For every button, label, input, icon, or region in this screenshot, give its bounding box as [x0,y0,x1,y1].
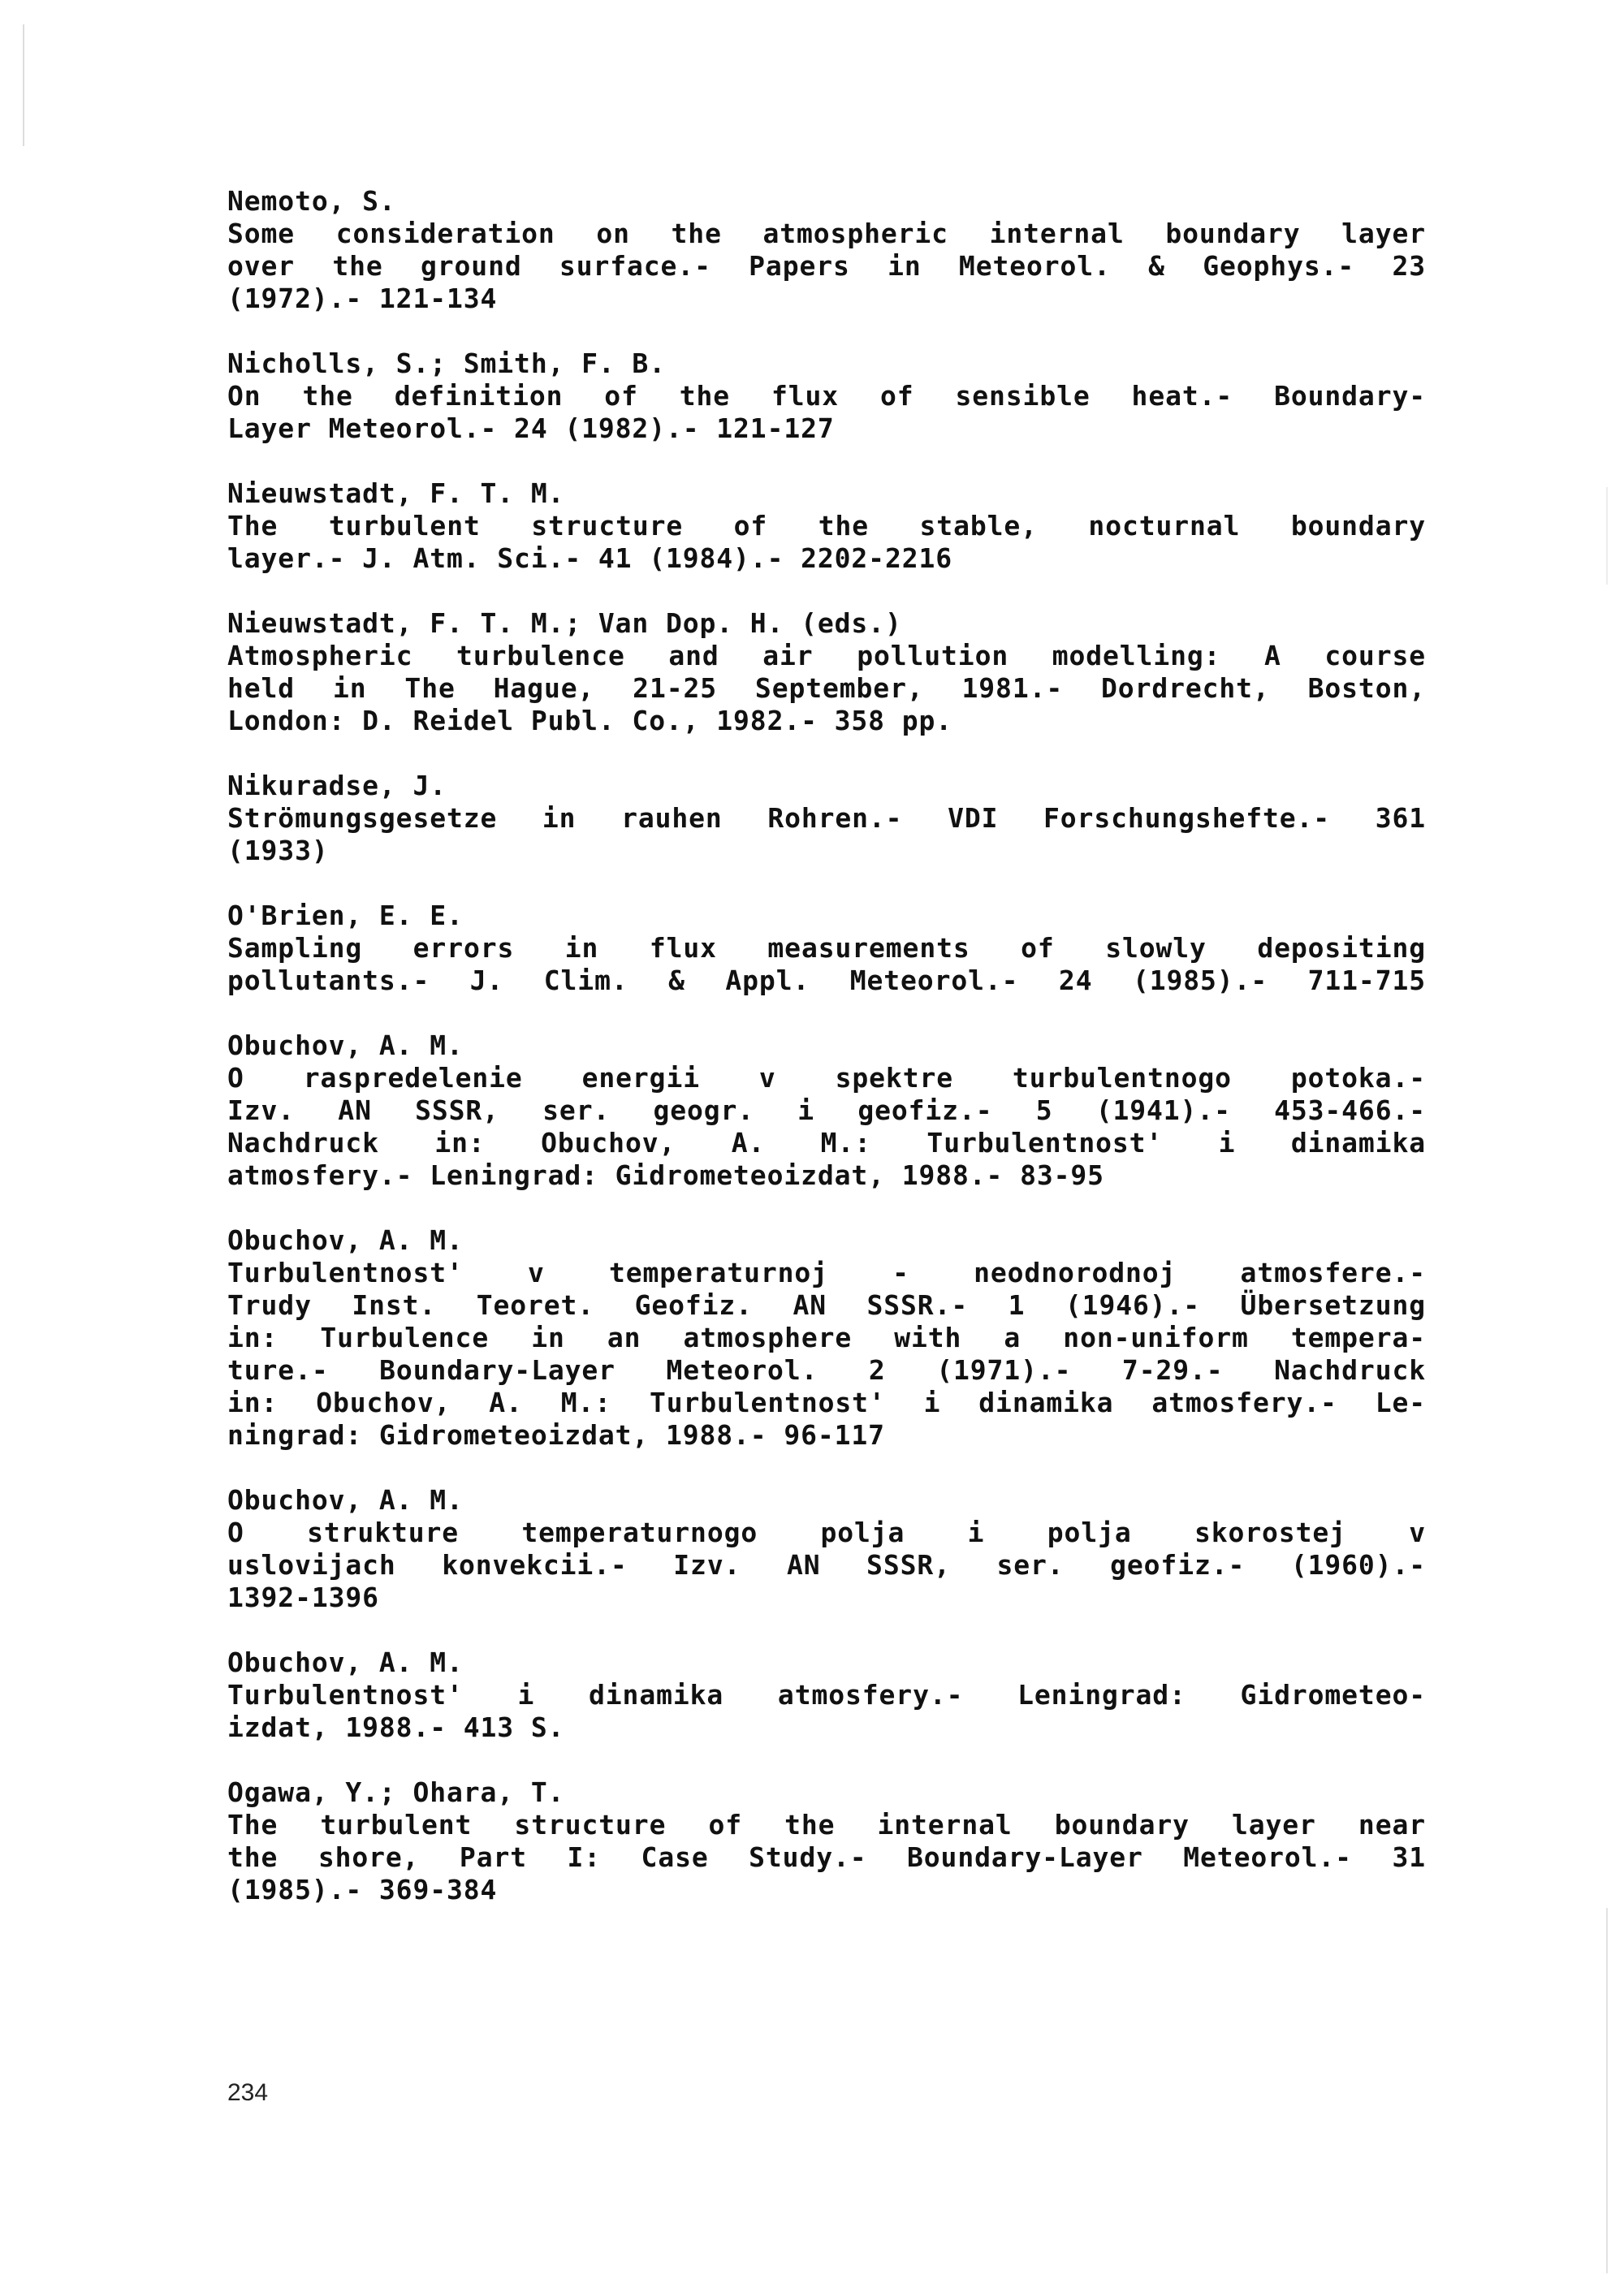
page-number: 234 [227,2079,269,2106]
entry-body-line: O raspredelenie energii v spektre turbulentnogo potoka.- [227,1062,1426,1094]
entry-body-line: O strukture temperaturnogo polja i polja skorostej v [227,1517,1426,1548]
entry-body-line: (1972).- 121-134 [227,283,498,314]
bibliography-entry [227,1646,1426,1744]
bibliography-entry [227,185,1426,315]
scan-edge-mark [1606,1908,1608,2273]
entry-author: Nieuwstadt, F. T. M.; Van Dop. H. (eds.) [227,607,902,639]
entry-body-line: layer.- J. Atm. Sci.- 41 (1984).- 2202-2216 [227,542,953,574]
bibliography-entry [227,1029,1426,1192]
bibliography-entry [227,900,1426,997]
bibliography-entry [227,1224,1426,1452]
entry-author: Nicholls, S.; Smith, F. B. [227,347,666,379]
entry-body-line: Izv. AN SSSR, ser. geogr. i geofiz.- 5 (1941).- 453-466.- [227,1094,1426,1126]
entry-author: Obuchov, A. M. [227,1029,464,1061]
scan-edge-mark [1606,487,1608,585]
entry-body-line: The turbulent structure of the stable, nocturnal boundary [227,510,1426,542]
bibliography-entry [227,347,1426,445]
entry-body-line: Strömungsgesetze in rauhen Rohren.- VDI Forschungshefte.- 361 [227,802,1426,834]
entry-body-line: pollutants.- J. Clim. & Appl. Meteorol.- 24 (1985).- 711-715 [227,965,1426,996]
entry-body-line: in: Turbulence in an atmosphere with a non-uniform tempera- [227,1322,1426,1353]
entry-author: Nikuradse, J. [227,770,447,801]
bibliography-entry [227,770,1426,867]
bibliography-list [227,185,1426,1939]
scan-edge-mark [23,24,24,146]
entry-body-line: held in The Hague, 21-25 September, 1981.- Dordrecht, Boston, [227,672,1426,704]
entry-body-line: London: D. Reidel Publ. Co., 1982.- 358 pp. [227,705,953,736]
entry-author: Obuchov, A. M. [227,1224,464,1256]
entry-body-line: Trudy Inst. Teoret. Geofiz. AN SSSR.- 1 (1946).- Übersetzung [227,1289,1426,1321]
entry-author: Obuchov, A. M. [227,1484,464,1516]
entry-body-line: over the ground surface.- Papers in Meteorol. & Geophys.- 23 [227,250,1426,282]
entry-body-line: atmosfery.- Leningrad: Gidrometeoizdat, 1988.- 83-95 [227,1159,1104,1191]
entry-author: Nieuwstadt, F. T. M. [227,477,565,509]
entry-author: Ogawa, Y.; Ohara, T. [227,1776,565,1808]
bibliography-entry [227,1776,1426,1906]
entry-author: O'Brien, E. E. [227,900,464,931]
entry-body-line: Layer Meteorol.- 24 (1982).- 121-127 [227,412,835,444]
entry-body-line: izdat, 1988.- 413 S. [227,1711,565,1743]
entry-body-line: in: Obuchov, A. M.: Turbulentnost' i dinamika atmosfery.- Le- [227,1387,1426,1418]
entry-body-line: Sampling errors in flux measurements of slowly depositing [227,932,1426,964]
entry-body-line: Turbulentnost' i dinamika atmosfery.- Leningrad: Gidrometeo- [227,1679,1426,1711]
entry-author: Nemoto, S. [227,185,396,217]
entry-body-line: (1985).- 369-384 [227,1874,498,1905]
entry-body-line: Turbulentnost' v temperaturnoj - neodnorodnoj atmosfere.- [227,1257,1426,1288]
bibliography-entry [227,477,1426,575]
entry-body-line: (1933) [227,835,329,866]
entry-body-line: On the definition of the flux of sensible heat.- Boundary- [227,380,1426,412]
bibliography-entry [227,1484,1426,1614]
entry-body-line: ture.- Boundary-Layer Meteorol. 2 (1971).- 7-29.- Nachdruck [227,1354,1426,1386]
entry-body-line: the shore, Part I: Case Study.- Boundary-Layer Meteorol.- 31 [227,1841,1426,1873]
entry-body-line: Some consideration on the atmospheric internal boundary layer [227,218,1426,249]
entry-body-line: Atmospheric turbulence and air pollution modelling: A course [227,640,1426,671]
entry-body-line: uslovijach konvekcii.- Izv. AN SSSR, ser. geofiz.- (1960).- [227,1549,1426,1581]
entry-body-line: 1392-1396 [227,1582,379,1613]
entry-body-line: ningrad: Gidrometeoizdat, 1988.- 96-117 [227,1419,885,1451]
bibliography-entry [227,607,1426,737]
entry-author: Obuchov, A. M. [227,1646,464,1678]
entry-body-line: The turbulent structure of the internal boundary layer near [227,1809,1426,1841]
entry-body-line: Nachdruck in: Obuchov, A. M.: Turbulentnost' i dinamika [227,1127,1426,1159]
